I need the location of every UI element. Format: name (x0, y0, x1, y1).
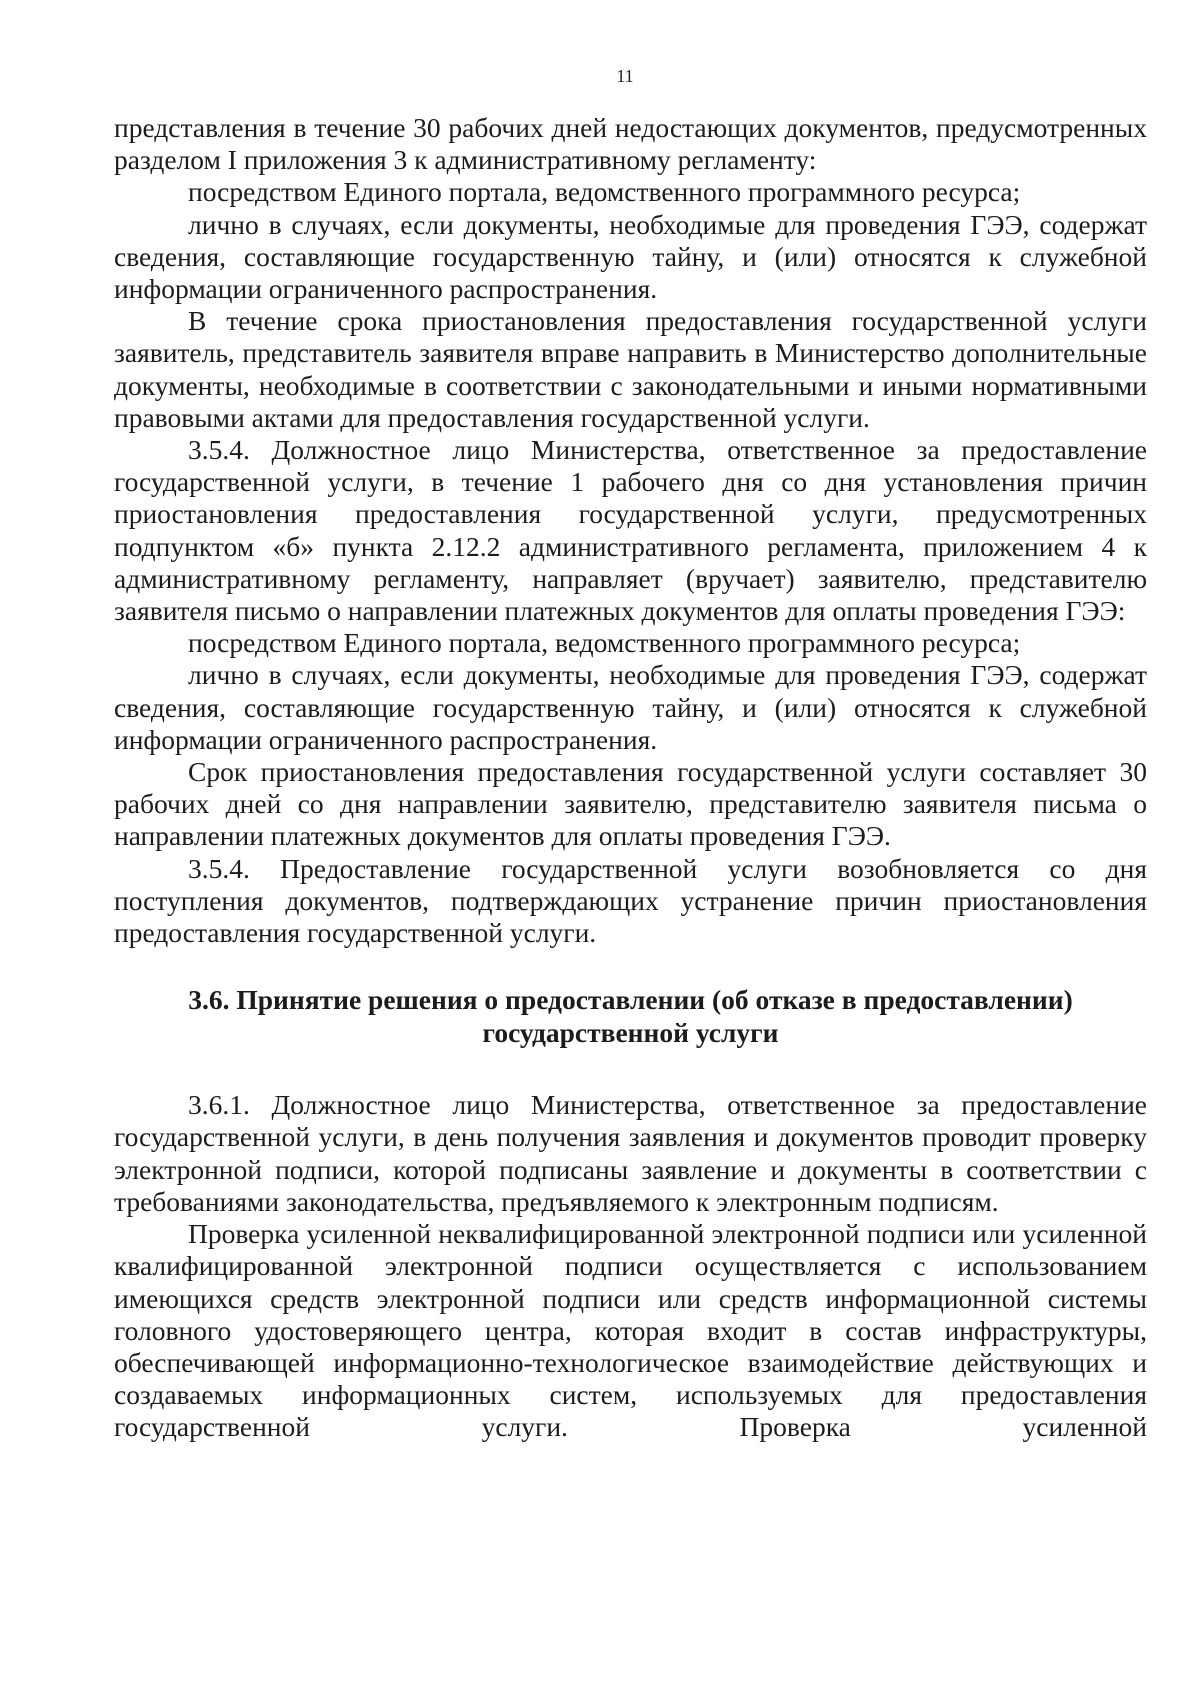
document-body (114, 112, 1147, 1444)
section-heading-line: 3.6. Принятие решения о предоставлении (об отказе в предоставлении) (188, 984, 1073, 1016)
paragraph: В течение срока приостановления предоставления государственной услуги заявитель, представитель заявителя вправе направить в Министерство дополнительные документы, необходимые в соответствии с законодательными и иными нормативными правовыми актами для предоставления государственной услуги. (114, 305, 1147, 433)
paragraph: посредством Единого портала, ведомственного программного ресурса; (188, 627, 1021, 659)
paragraph: Срок приостановления предоставления государственной услуги составляет 30 рабочих дней со дня направлении заявителю, представителю заявителя письма о направлении платежных документов для оплаты проведения ГЭЭ. (114, 756, 1147, 852)
paragraph: представления в течение 30 рабочих дней недостающих документов, предусмотренных разделом I приложения 3 к административному регламенту: (114, 112, 1147, 176)
paragraph: 3.6.1. Должностное лицо Министерства, ответственное за предоставление государственной услуги, в день получения заявления и документов проводит проверку электронной подписи, которой подписаны заявление и документы в соответствии с требованиями законодательства, предъявляемого к электронным подписям. (114, 1089, 1147, 1217)
paragraph: посредством Единого портала, ведомственного программного ресурса; (188, 176, 1021, 208)
page-number: 11 (616, 66, 634, 86)
paragraph: лично в случаях, если документы, необходимые для проведения ГЭЭ, содержат сведения, составляющие государственную тайну, и (или) относятся к служебной информации ограниченного распространения. (114, 659, 1147, 755)
section-heading (114, 983, 1147, 1049)
paragraph: лично в случаях, если документы, необходимые для проведения ГЭЭ, содержат сведения, составляющие государственную тайну, и (или) относятся к служебной информации ограниченного распространения. (114, 208, 1147, 305)
paragraph: 3.5.4. Предоставление государственной услуги возобновляется со дня поступления документов, подтверждающих устранение причин приостановления предоставления государственной услуги. (114, 852, 1147, 949)
section-heading-line: государственной услуги (482, 1017, 779, 1049)
paragraph: 3.5.4. Должностное лицо Министерства, ответственное за предоставление государственной услуги, в течение 1 рабочего дня со дня установления причин приостановления предоставления государственной услуги, предусмотренных подпунктом «б» пункта 2.12.2 административного регламента, приложением 4 к административному регламенту, направляет (вручает) заявителю, представителю заявителя письмо о направлении платежных документов для оплаты проведения ГЭЭ: (114, 434, 1147, 627)
paragraph: Проверка усиленной неквалифицированной электронной подписи или усиленной квалифицированной электронной подписи осуществляется с использованием имеющихся средств электронной подписи или средств информационной системы головного удостоверяющего центра, которая входит в состав инфраструктуры, обеспечивающей информационно-технологическое взаимодействие действующих и создаваемых информационных систем, используемых для предоставления государственной услуги. Проверка усиленной (114, 1218, 1147, 1443)
